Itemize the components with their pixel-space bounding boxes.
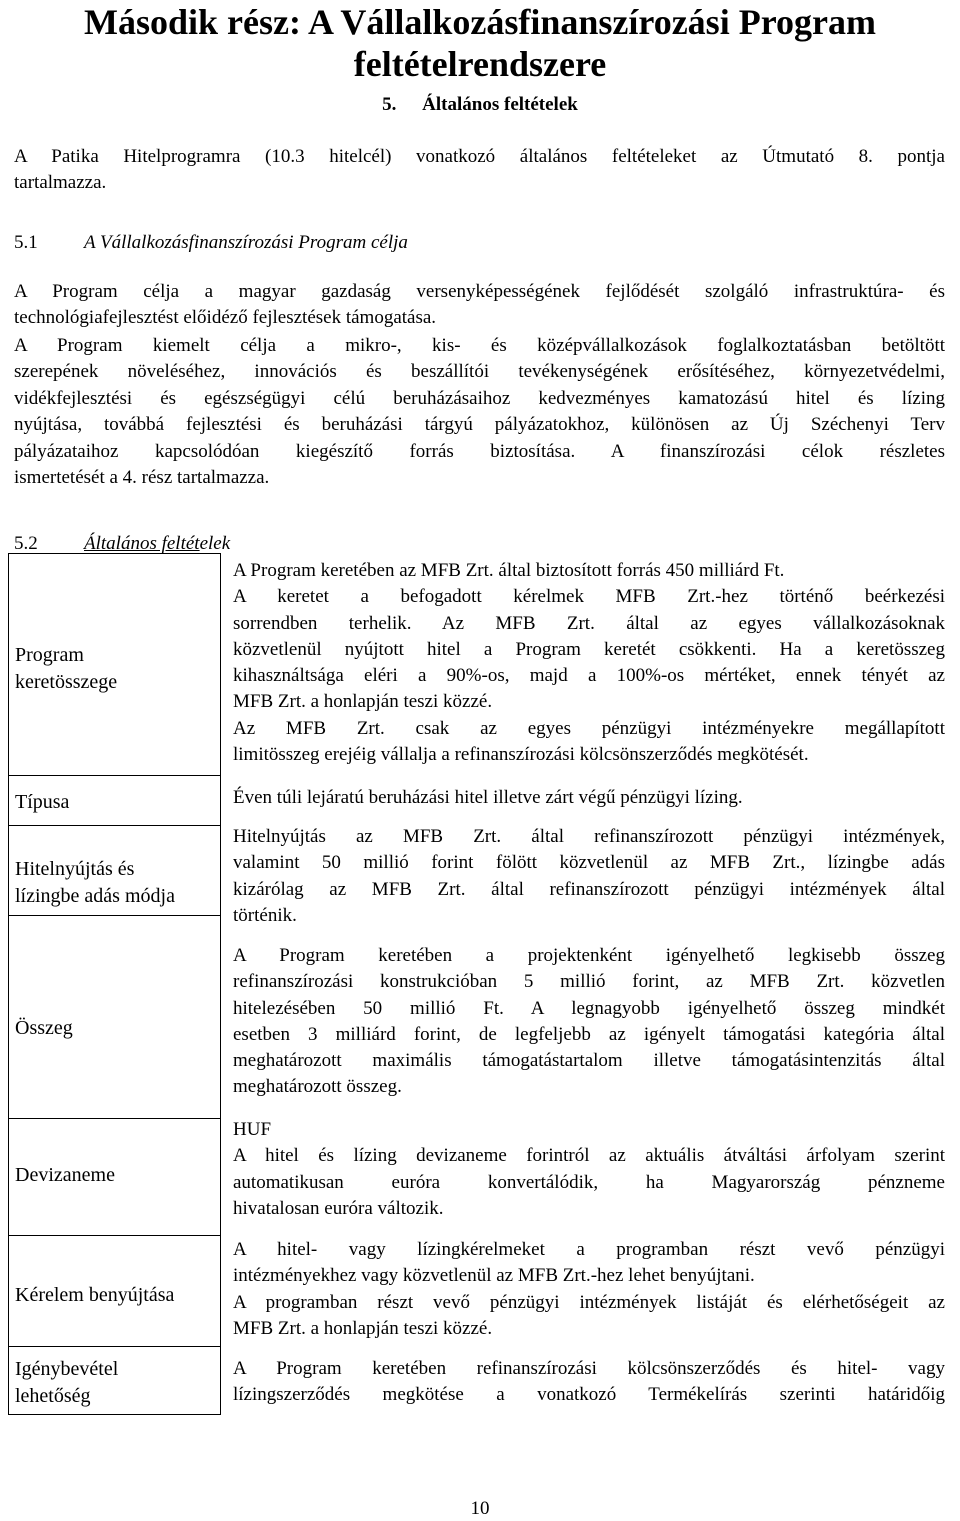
label-line: keretösszege (15, 671, 118, 693)
row-divider (8, 915, 221, 916)
s51-p2-line4: nyújtása, továbbá fejlesztési és beruházási tárgyú pályázatokhoz, különösen az Új Széchenyi Terv (14, 414, 945, 436)
value-tipusa (233, 785, 945, 811)
value-line: A Program keretében refinanszírozási kölcsönszerződés és hitel- vagy (233, 1358, 945, 1379)
value-kerelem-benyujtasa (233, 1237, 945, 1342)
label-keretosszege (15, 642, 117, 696)
section-52-title-b: elek (199, 533, 231, 554)
value-line: meghatározott maximális támogatástartalom illetve támogatásintenzitás által (233, 1050, 945, 1072)
value-line: A hitel- vagy lízingkérelmeket a programban részt vevő pénzügyi (233, 1239, 945, 1260)
section-51-heading (14, 231, 408, 255)
label-kerelem-benyujtasa (15, 1282, 174, 1309)
value-line: HUF (233, 1119, 272, 1140)
value-line: A keretet a befogadott kérelmek MFB Zrt.-hez történő beérkezési (233, 586, 945, 608)
row-divider (8, 1346, 221, 1347)
page-title-line1: Második rész: A Vállalkozásfinanszírozási Program (84, 2, 876, 42)
label-line: Igénybevétel (15, 1358, 119, 1380)
value-line: sorrendben terhelik. Az MFB Zrt. által az egyes vállalkozásoknak (233, 612, 945, 634)
value-line: esetben 3 milliárd forint, de legfeljebb az igényelt támogatási kategória által (233, 1023, 945, 1045)
value-line: kihasználtsága eléri a 90%-os, majd a 100%-os mértéket, ennek tényét az (233, 665, 945, 687)
value-line: A Program keretében az MFB Zrt. által biztosított forrás 450 milliárd Ft. (233, 560, 785, 581)
row-divider (8, 775, 221, 776)
label-line: lehetőség (15, 1385, 91, 1407)
value-line: Hitelnyújtás az MFB Zrt. által refinanszírozott pénzügyi intézmények, (233, 826, 945, 847)
row-divider (8, 825, 221, 826)
value-line: lízingszerződés megkötése a vonatkozó Termékelírás szerinti határidőig (233, 1384, 945, 1406)
section-51-paragraph2 (14, 333, 945, 491)
heading-5-number: 5. (382, 94, 397, 115)
value-line: meghatározott összeg. (233, 1076, 402, 1098)
value-line: hivatalosan euróra változik. (233, 1197, 444, 1219)
page-number: 10 (470, 1498, 490, 1519)
s51-p1-line2: technológiafejlesztést előidéző fejlesztések támogatása. (14, 307, 437, 329)
value-line: automatikusan euróra konvertálódik, ha Magyarország pénzneme (233, 1171, 945, 1193)
s51-p2-line5: pályázataihoz kapcsolódóan kiegészítő forrás biztosítása. A finanszírozási célok részletes (14, 440, 945, 462)
intro-paragraph (14, 144, 945, 197)
section-52-number: 5.2 (14, 533, 38, 554)
value-line: intézményekhez vagy közvetlenül az MFB Zrt.-hez lehet benyújtani. (233, 1265, 755, 1287)
s51-p1-line1: A Program célja a magyar gazdaság versenyképességének fejlődését szolgáló infrastruktúra- és (14, 281, 945, 302)
label-hitelnyujtas-modja (15, 856, 175, 910)
label-line: Kérelem benyújtása (15, 1284, 175, 1306)
heading-5 (0, 93, 960, 117)
value-line: A Program keretében a projektenként igényelhető legkisebb összeg (233, 945, 945, 966)
value-hitelnyujtas-modja (233, 824, 945, 929)
value-line: refinanszírozási konstrukcióban 5 millió forint, az MFB Zrt. közvetlen (233, 971, 945, 993)
value-line: MFB Zrt. a honlapján teszi közzé. (233, 1317, 493, 1339)
value-line: Éven túli lejáratú beruházási hitel illetve zárt végű pénzügyi lízing. (233, 787, 743, 808)
value-line: történik. (233, 904, 297, 926)
value-line: Az MFB Zrt. csak az egyes pénzügyi intézményekre megállapított (233, 717, 945, 739)
heading-5-label: Általános feltételek (422, 94, 578, 115)
value-line: valamint 50 millió forint fölött közvetlenül az MFB Zrt., lízingbe adás (233, 852, 945, 874)
value-devizaneme (233, 1117, 945, 1222)
value-osszeg (233, 943, 945, 1101)
label-line: Program (15, 644, 84, 666)
page-title-line2: feltételrendszere (353, 44, 607, 84)
value-line: MFB Zrt. a honlapján teszi közzé. (233, 691, 493, 713)
label-tipusa (15, 789, 69, 816)
label-line: Összeg (15, 1017, 73, 1039)
s51-p2-line3: vidékfejlesztési és egészségügyi célú beruházásaihoz kedvezményes kamatozású hitel és lízing (14, 387, 945, 409)
value-line: A hitel és lízing devizaneme forintról az aktuális átváltási árfolyam szerint (233, 1145, 945, 1167)
section-51-number: 5.1 (14, 232, 38, 253)
s51-p2-line6: ismertetését a 4. rész tartalmazza. (14, 467, 270, 489)
s51-p2-line1: A Program kiemelt célja a mikro-, kis- és középvállalkozások foglalkoztatásban betöltött (14, 335, 945, 356)
intro-line2: tartalmazza. (14, 172, 107, 194)
value-line: közvetlenül nyújtott hitel a Program keretét csökkenti. Ha a keretösszeg (233, 638, 945, 660)
value-keretosszege (233, 558, 945, 768)
label-igenybevetel (15, 1356, 118, 1410)
label-line: Hitelnyújtás és (15, 858, 135, 880)
label-devizaneme (15, 1162, 115, 1189)
section-51-paragraph1 (14, 279, 945, 332)
value-line: limitösszeg erejéig vállalja a refinanszírozási kölcsönszerződés megkötését. (233, 744, 809, 766)
label-line: Devizaneme (15, 1164, 115, 1186)
value-line: hitelezésében 50 millió Ft. A legnagyobb igényelhető összeg mindkét (233, 997, 945, 1019)
label-line: lízingbe adás módja (15, 885, 175, 907)
row-divider (8, 1118, 221, 1119)
section-51-title: A Vállalkozásfinanszírozási Program célja (84, 232, 408, 253)
label-line: Típusa (15, 791, 70, 813)
s51-p2-line2: szerepének növeléséhez, innovációs és beszállítói tevékenységének erősítéséhez, környezetvédelmi, (14, 361, 945, 383)
row-divider (8, 1235, 221, 1236)
section-52-title-a: Általános feltét (84, 533, 200, 554)
value-igenybevetel (233, 1356, 945, 1409)
value-line: kizárólag az MFB Zrt. által refinanszírozott pénzügyi intézmények által (233, 878, 945, 900)
label-osszeg (15, 1015, 73, 1042)
intro-line1: A Patika Hitelprogramra (10.3 hitelcél) vonatkozó általános feltételeket az Útmutató 8. pontja (14, 146, 945, 167)
value-line: A programban részt vevő pénzügyi intézmények listáját és elérhetőségeit az (233, 1291, 945, 1313)
